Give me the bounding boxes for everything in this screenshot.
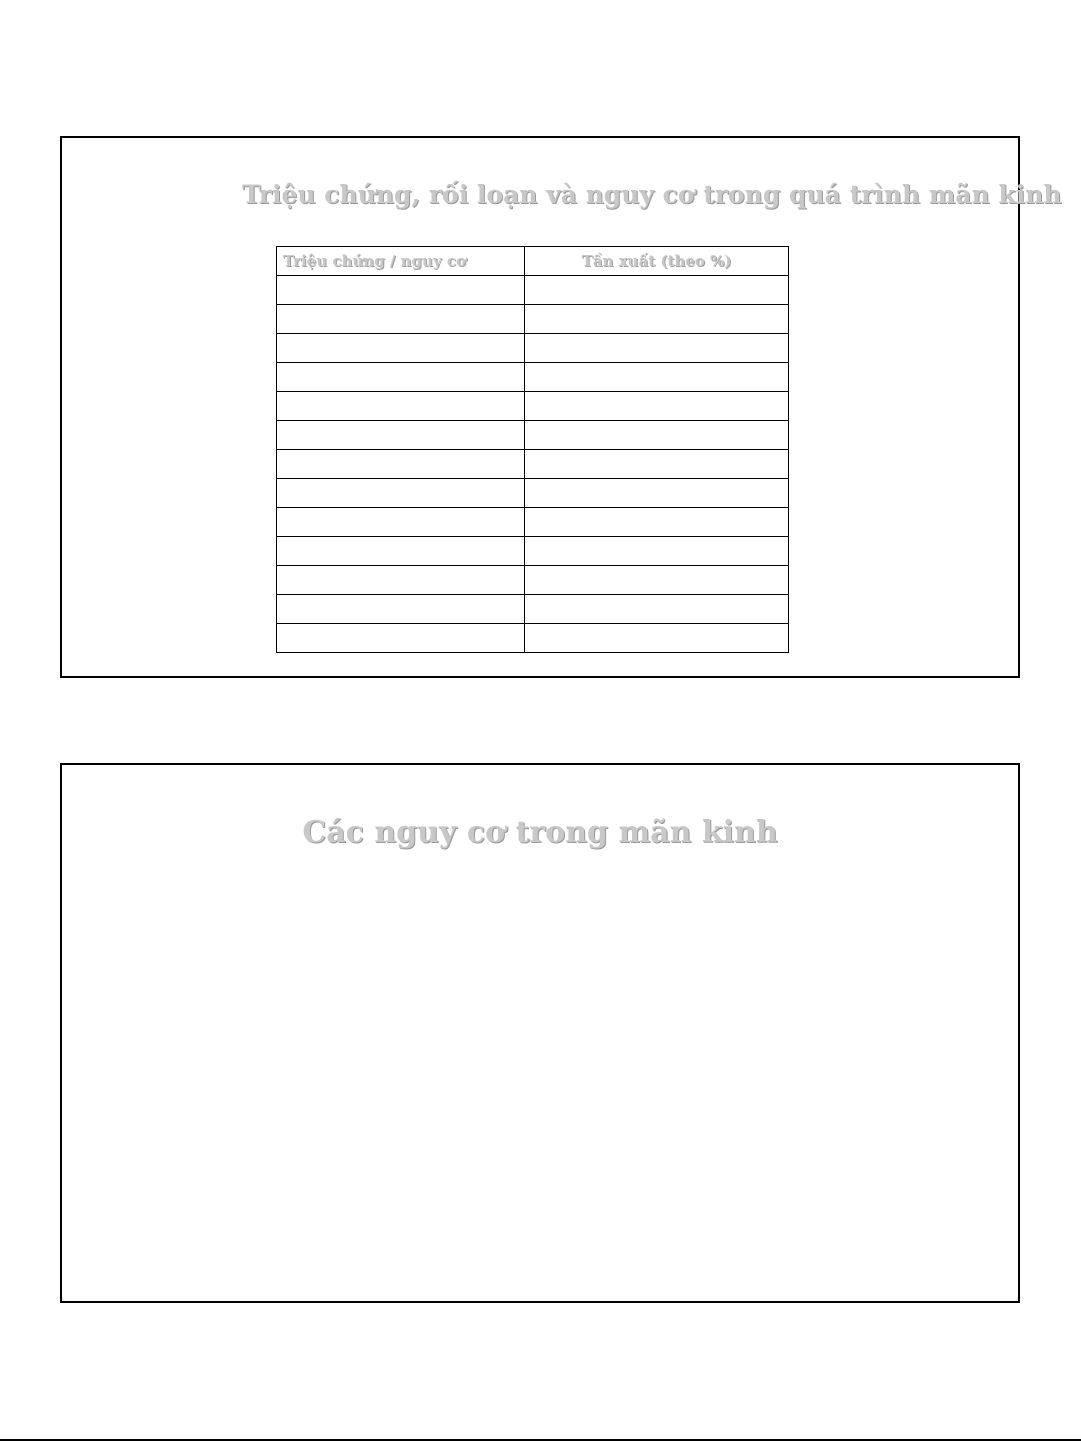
table-row — [277, 305, 789, 334]
table-cell — [525, 305, 789, 334]
table-row — [277, 450, 789, 479]
table-cell — [525, 508, 789, 537]
table-header-row — [277, 247, 789, 276]
table-cell — [525, 450, 789, 479]
column-header-symptom: Triệu chứng / nguy cơ — [277, 247, 525, 276]
table-cell — [525, 276, 789, 305]
slide-title: Các nguy cơ trong mãn kinh — [302, 815, 778, 850]
table-cell — [277, 421, 525, 450]
table-cell — [525, 595, 789, 624]
table-cell — [277, 305, 525, 334]
table-cell — [277, 595, 525, 624]
symptom-frequency-table — [276, 246, 789, 653]
table-cell — [525, 566, 789, 595]
table-cell — [277, 566, 525, 595]
table-cell — [277, 537, 525, 566]
table-cell — [277, 450, 525, 479]
table-row — [277, 537, 789, 566]
table-row — [277, 566, 789, 595]
table-cell — [525, 624, 789, 653]
table-row — [277, 479, 789, 508]
table-cell — [277, 276, 525, 305]
table-cell — [525, 334, 789, 363]
slide-symptoms-risks — [60, 136, 1062, 678]
table-cell — [277, 334, 525, 363]
table-cell — [277, 392, 525, 421]
slide-title: Triệu chứng, rối loạn và nguy cơ trong quá trình mãn kinh — [242, 180, 1062, 209]
table-cell — [525, 537, 789, 566]
table-row — [277, 392, 789, 421]
table-cell — [525, 421, 789, 450]
table-cell — [525, 392, 789, 421]
table-row — [277, 595, 789, 624]
table-cell — [525, 363, 789, 392]
table-cell — [277, 479, 525, 508]
table-row — [277, 508, 789, 537]
table-cell — [277, 508, 525, 537]
table-row — [277, 421, 789, 450]
table-row — [277, 363, 789, 392]
table-cell — [277, 624, 525, 653]
table-row — [277, 334, 789, 363]
column-header-frequency: Tần xuất (theo %) — [525, 247, 789, 276]
slide-menopause-risks — [60, 763, 1020, 1303]
table-cell — [525, 479, 789, 508]
table-cell — [277, 363, 525, 392]
table-row — [277, 276, 789, 305]
table-row — [277, 624, 789, 653]
